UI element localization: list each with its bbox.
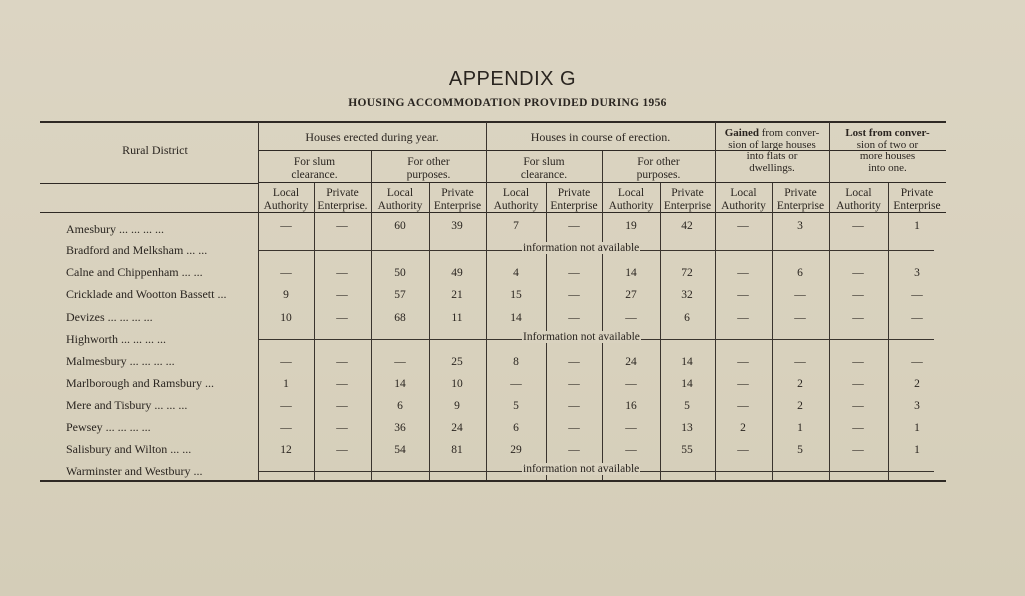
table-cell: — [852,312,864,324]
other-line-2: purposes. [406,169,451,181]
table-cell: — [510,378,522,390]
other2-line-1: For other [637,156,680,168]
table-cell: — [568,267,580,279]
table-cell: — [794,289,806,301]
slum-line-2: clearance. [291,169,338,181]
table-cell: 8 [513,356,519,368]
table-cell: — [737,356,749,368]
private-l2: Enterprise [776,200,825,212]
table-cell: — [911,289,923,301]
table-cell: — [737,220,749,232]
private-l2: Enterprise [663,200,712,212]
table-cell: 11 [451,312,463,324]
table-cell: 60 [394,220,406,232]
table-cell: — [336,267,348,279]
info-not-available-note: Information not available [523,331,640,343]
row-district-label: Highworth ... ... ... ... [66,332,166,346]
col-header-private [546,187,602,213]
private-l1: Private [784,187,817,199]
table-cell: — [794,356,806,368]
table-cell: 19 [625,220,637,232]
local-l1: Local [730,187,757,199]
col-header-local [602,187,660,213]
table-cell: 9 [454,400,460,412]
col-divider [888,183,889,480]
table-cell: — [336,220,348,232]
table-cell: 9 [283,289,289,301]
table-cell: — [568,312,580,324]
row-district-label: Warminster and Westbury ... [66,464,203,478]
page-title: APPENDIX G [448,68,577,90]
table-cell: 29 [510,444,522,456]
table-cell: 25 [451,356,463,368]
table-cell: — [568,422,580,434]
table-cell: 42 [681,220,693,232]
row-district-label: Mere and Tisbury ... ... ... [66,398,188,412]
gained-line-3: into flats or [746,150,798,162]
lost-line-1: Lost from conver- [845,127,930,139]
private-l2: Enterprise [433,200,482,212]
subheader-slum-1 [258,156,371,182]
row-district-label: Malmesbury ... ... ... ... [66,354,175,368]
table-cell: — [737,444,749,456]
col-divider [772,183,773,480]
col-divider [429,183,430,480]
table-cell: 6 [797,267,803,279]
table-cell: 27 [625,289,637,301]
row-district-label: Marlborough and Ramsbury ... [66,376,214,390]
table-cell: 16 [625,400,637,412]
table-cell: — [852,422,864,434]
gained-line-2: sion of large houses [728,138,816,151]
table-cell: — [568,378,580,390]
col-header-private [429,187,486,213]
table-cell: 5 [684,400,690,412]
page-subtitle: HOUSING ACCOMMODATION PROVIDED DURING 1956 [348,97,667,109]
table-cell: — [852,356,864,368]
col-divider [314,183,315,480]
row-district-label: Pewsey ... ... ... ... [66,420,151,434]
col-header-local [486,187,546,213]
table-cell: 12 [280,444,292,456]
local-l1: Local [845,187,872,199]
table-cell: — [911,312,923,324]
table-cell: — [568,444,580,456]
table-cell: 2 [740,422,746,434]
col-header-local [258,187,314,213]
table-cell: — [794,312,806,324]
col-header-private [314,187,371,213]
row-district-label: Amesbury ... ... ... ... [66,222,164,236]
table-cell: — [737,378,749,390]
other2-line-2: purposes. [636,169,681,181]
local-l2: Authority [263,200,309,212]
row-district-label: Calne and Chippenham ... ... [66,265,203,279]
table-cell: — [336,422,348,434]
group-header-erected: Houses erected during year. [305,130,439,144]
table-cell: 36 [394,422,406,434]
rural-district-header: Rural District [122,143,188,157]
table-cell: 54 [394,444,406,456]
table-cell: 24 [625,356,637,368]
table-cell: — [737,267,749,279]
slum-line-1: For slum [293,156,336,168]
subheader-slum-2 [486,156,602,182]
table-cell: — [625,422,637,434]
row-district-label: Devizes ... ... ... ... [66,310,153,324]
subheader-other-2 [602,156,715,182]
row-district-label: Cricklade and Wootton Bassett ... [66,287,227,301]
group-header-lost [829,128,946,174]
local-l2: Authority [608,200,654,212]
table-cell: — [394,356,406,368]
table-cell: — [568,220,580,232]
col-header-private [660,187,715,213]
table-cell: — [336,378,348,390]
table-cell: 14 [510,312,522,324]
table-cell: — [737,312,749,324]
lost-line-2: sion of two or [856,138,919,151]
gained-rest: from conver- [758,127,820,139]
slum2-line-2: clearance. [520,169,568,181]
private-l2: Enterprise [893,200,941,212]
table-cell: 49 [451,267,463,279]
group-header-erection: Houses in course of erection. [530,130,671,144]
table-cell: — [852,378,864,390]
row-district-label: Bradford and Melksham ... ... [66,243,208,257]
table-cell: 32 [681,289,693,301]
private-l1: Private [441,187,474,199]
col-header-private [772,187,829,213]
table-cell: 21 [451,289,463,301]
table-cell: 3 [914,400,920,412]
table-cell: — [280,267,292,279]
table-cell: 7 [513,220,519,232]
table-cell: 15 [510,289,522,301]
district-header-rule [40,183,258,184]
table-cell: — [625,378,637,390]
table-cell: — [852,400,864,412]
table-cell: 5 [513,400,519,412]
table-cell: 13 [681,422,693,434]
col-divider [829,122,830,480]
group-header-gained [715,128,829,174]
table-cell: 1 [797,422,803,434]
table-cell: 24 [451,422,463,434]
other-line-1: For other [407,156,450,168]
table-cell: — [280,422,292,434]
table-cell: — [336,312,348,324]
table-cell: 6 [397,400,403,412]
local-l2: Authority [377,200,423,212]
local-l1: Local [617,187,645,199]
table-cell: — [280,220,292,232]
table-cell: — [737,400,749,412]
info-not-available-note: information not available [523,242,640,254]
table-cell: 10 [280,312,292,324]
gained-line-4: dwellings. [749,161,795,174]
table-cell: 81 [451,444,463,456]
table-top-rule [40,121,946,123]
table-cell: 68 [394,312,406,324]
local-l1: Local [502,187,530,199]
table-cell: 14 [681,378,693,390]
table-bottom-rule [40,480,946,482]
table-cell: — [336,444,348,456]
table-cell: 3 [797,220,803,232]
local-l1: Local [272,187,300,199]
table-cell: 14 [625,267,637,279]
table-cell: 5 [797,444,803,456]
table-cell: — [625,444,637,456]
col-divider [715,122,716,480]
private-l1: Private [900,187,934,199]
local-l2: Authority [721,200,766,212]
private-l1: Private [557,187,591,199]
table-cell: 55 [681,444,693,456]
table-cell: — [336,400,348,412]
table-cell: 4 [513,267,519,279]
subheader-other-1 [371,156,486,182]
lost-line-3: more houses [859,150,916,162]
table-cell: — [280,356,292,368]
table-cell: 2 [797,378,803,390]
table-cell: 1 [914,422,920,434]
table-cell: 14 [394,378,406,390]
col-header-local [829,187,888,213]
col-header-local [371,187,429,213]
table-cell: — [852,267,864,279]
slum2-line-1: For slum [523,156,565,168]
local-l2: Authority [493,200,539,212]
lost-line-4: into one. [868,161,907,174]
table-cell: 72 [681,267,693,279]
table-cell: 50 [394,267,406,279]
table-cell: 14 [681,356,693,368]
row-district-label: Salisbury and Wilton ... ... [66,442,192,456]
local-l2: Authority [836,200,881,212]
col-divider [660,183,661,480]
table-cell: — [568,400,580,412]
col-header-private [888,187,946,213]
table-cell: 1 [914,444,920,456]
table-cell: 2 [797,400,803,412]
col-header-local [715,187,772,213]
table-cell: 6 [684,312,690,324]
table-cell: 3 [914,267,920,279]
table-cell: 2 [914,378,920,390]
private-l2: Enterprise [550,200,598,212]
table-cell: 57 [394,289,406,301]
table-cell: 10 [451,378,463,390]
table-cell: — [336,356,348,368]
gained-bold: Gained [724,127,759,139]
table-cell: — [852,220,864,232]
local-l1: Local [386,187,414,199]
table-cell: — [568,356,580,368]
table-cell: — [737,289,749,301]
table-cell: — [911,356,923,368]
table-cell: 39 [451,220,463,232]
table-cell: — [280,400,292,412]
table-cell: — [336,289,348,301]
table-cell: — [852,289,864,301]
table-cell: — [568,289,580,301]
table-cell: 6 [513,422,519,434]
table-cell: — [852,444,864,456]
private-l1: Private [326,187,359,199]
table-cell: — [625,312,637,324]
info-not-available-note: information not available [523,463,640,475]
table-cell: 1 [914,220,920,232]
table-cell: 1 [283,378,289,390]
private-l2: Enterprise. [317,200,368,212]
private-l1: Private [671,187,704,199]
